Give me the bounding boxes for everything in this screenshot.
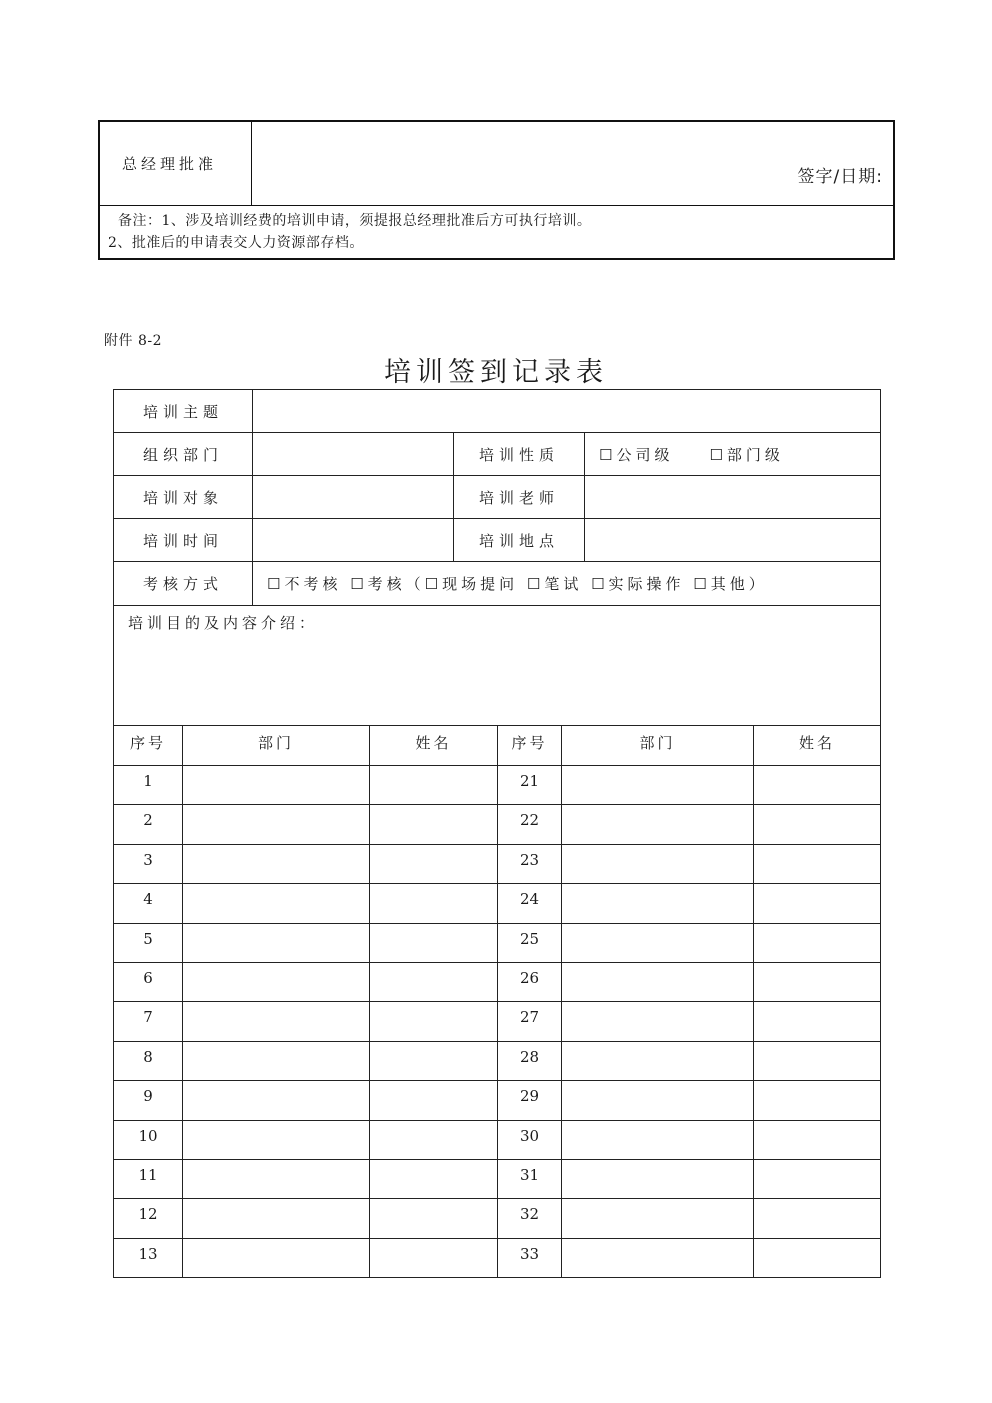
dept-level-checkbox[interactable]: ☐部门级	[709, 445, 784, 464]
name-right-cell[interactable]	[754, 844, 881, 883]
dept-left-cell[interactable]	[183, 884, 370, 923]
table-row	[114, 923, 881, 962]
header-name-left: 姓名	[370, 726, 498, 766]
time-field[interactable]	[253, 519, 454, 562]
attachment-label: 附件 8-2	[104, 333, 162, 349]
dept-left-cell[interactable]	[183, 962, 370, 1001]
seq-right-cell: 26	[498, 962, 562, 1001]
teacher-field[interactable]	[585, 476, 881, 519]
org-dept-label: 组织部门	[114, 433, 253, 476]
name-left-cell[interactable]	[370, 1041, 498, 1080]
name-left-cell[interactable]	[370, 1159, 498, 1198]
dept-right-cell[interactable]	[562, 766, 754, 805]
name-left-cell[interactable]	[370, 1002, 498, 1041]
seq-left-cell: 12	[114, 1199, 183, 1238]
seq-left-cell: 2	[114, 805, 183, 844]
table-row	[114, 1159, 881, 1198]
seq-left-cell: 1	[114, 766, 183, 805]
name-right-cell[interactable]	[754, 1120, 881, 1159]
seq-right-cell: 28	[498, 1041, 562, 1080]
name-left-cell[interactable]	[370, 1081, 498, 1120]
dept-left-cell[interactable]	[183, 1081, 370, 1120]
name-right-cell[interactable]	[754, 766, 881, 805]
dept-right-cell[interactable]	[562, 1238, 754, 1277]
seq-left-cell: 9	[114, 1081, 183, 1120]
seq-right-cell: 33	[498, 1238, 562, 1277]
seq-left-cell: 3	[114, 844, 183, 883]
note-line-2: 2、批准后的申请表交人力资源部存档。	[108, 234, 364, 251]
header-dept-right: 部门	[562, 726, 754, 766]
note-line-1: 备注：1、涉及培训经费的培训申请，须提报总经理批准后方可执行培训。	[118, 212, 592, 229]
seq-left-cell: 6	[114, 962, 183, 1001]
approval-table	[98, 120, 895, 260]
dept-right-cell[interactable]	[562, 923, 754, 962]
signin-header-row	[114, 726, 881, 766]
seq-right-cell: 31	[498, 1159, 562, 1198]
seq-right-cell: 27	[498, 1002, 562, 1041]
name-left-cell[interactable]	[370, 923, 498, 962]
name-left-cell[interactable]	[370, 844, 498, 883]
name-right-cell[interactable]	[754, 1238, 881, 1277]
approval-sign-cell[interactable]	[251, 121, 894, 205]
seq-left-cell: 5	[114, 923, 183, 962]
header-name-right: 姓名	[754, 726, 881, 766]
seq-right-cell: 22	[498, 805, 562, 844]
training-info-table	[113, 389, 881, 726]
name-right-cell[interactable]	[754, 805, 881, 844]
location-field[interactable]	[585, 519, 881, 562]
seq-right-cell: 32	[498, 1199, 562, 1238]
location-label: 培训地点	[454, 519, 585, 562]
name-right-cell[interactable]	[754, 1002, 881, 1041]
seq-right-cell: 29	[498, 1081, 562, 1120]
nature-label: 培训性质	[454, 433, 585, 476]
dept-right-cell[interactable]	[562, 884, 754, 923]
org-dept-field[interactable]	[253, 433, 454, 476]
audience-label: 培训对象	[114, 476, 253, 519]
seq-right-cell: 30	[498, 1120, 562, 1159]
name-right-cell[interactable]	[754, 884, 881, 923]
company-level-checkbox[interactable]: ☐公司级	[599, 445, 674, 464]
dept-left-cell[interactable]	[183, 844, 370, 883]
dept-right-cell[interactable]	[562, 1120, 754, 1159]
topic-field[interactable]	[253, 390, 881, 433]
time-label: 培训时间	[114, 519, 253, 562]
table-row	[114, 805, 881, 844]
dept-right-cell[interactable]	[562, 1041, 754, 1080]
name-right-cell[interactable]	[754, 1159, 881, 1198]
name-right-cell[interactable]	[754, 1081, 881, 1120]
dept-left-cell[interactable]	[183, 766, 370, 805]
dept-left-cell[interactable]	[183, 805, 370, 844]
header-seq-right: 序号	[498, 726, 562, 766]
sign-date-label: 签字/日期:	[797, 166, 883, 187]
table-row	[114, 766, 881, 805]
dept-right-cell[interactable]	[562, 1081, 754, 1120]
name-left-cell[interactable]	[370, 962, 498, 1001]
table-row	[114, 1238, 881, 1277]
assess-label: 考核方式	[114, 562, 253, 606]
seq-left-cell: 8	[114, 1041, 183, 1080]
page-title: 培训签到记录表	[384, 357, 608, 388]
seq-left-cell: 4	[114, 884, 183, 923]
name-right-cell[interactable]	[754, 962, 881, 1001]
nature-options	[585, 433, 881, 476]
dept-left-cell[interactable]	[183, 1041, 370, 1080]
approval-notes	[99, 205, 894, 259]
table-row	[114, 1081, 881, 1120]
name-right-cell[interactable]	[754, 1041, 881, 1080]
purpose-label: 培训目的及内容介绍：	[128, 614, 319, 632]
name-left-cell[interactable]	[370, 805, 498, 844]
seq-left-cell: 7	[114, 1002, 183, 1041]
name-left-cell[interactable]	[370, 1238, 498, 1277]
dept-right-cell[interactable]	[562, 1199, 754, 1238]
seq-right-cell: 21	[498, 766, 562, 805]
name-right-cell[interactable]	[754, 923, 881, 962]
dept-right-cell[interactable]	[562, 962, 754, 1001]
dept-left-cell[interactable]	[183, 923, 370, 962]
audience-field[interactable]	[253, 476, 454, 519]
table-row	[114, 1041, 881, 1080]
dept-left-cell[interactable]	[183, 1002, 370, 1041]
table-row	[114, 1002, 881, 1041]
name-left-cell[interactable]	[370, 766, 498, 805]
name-left-cell[interactable]	[370, 1120, 498, 1159]
approval-label: 总经理批准	[99, 121, 251, 205]
purpose-field[interactable]	[114, 606, 881, 726]
name-right-cell[interactable]	[754, 1199, 881, 1238]
dept-left-cell[interactable]	[183, 1120, 370, 1159]
table-row	[114, 1120, 881, 1159]
dept-right-cell[interactable]	[562, 1002, 754, 1041]
seq-right-cell: 25	[498, 923, 562, 962]
table-row	[114, 844, 881, 883]
name-left-cell[interactable]	[370, 1199, 498, 1238]
table-row	[114, 884, 881, 923]
topic-label: 培训主题	[114, 390, 253, 433]
seq-right-cell: 23	[498, 844, 562, 883]
dept-right-cell[interactable]	[562, 1159, 754, 1198]
seq-left-cell: 13	[114, 1238, 183, 1277]
dept-right-cell[interactable]	[562, 844, 754, 883]
seq-left-cell: 10	[114, 1120, 183, 1159]
signin-table	[113, 725, 881, 1278]
assess-options[interactable]: ☐不考核 ☐考核（☐现场提问 ☐笔试 ☐实际操作 ☐其他）	[253, 562, 881, 606]
dept-left-cell[interactable]	[183, 1238, 370, 1277]
table-row	[114, 962, 881, 1001]
header-dept-left: 部门	[183, 726, 370, 766]
seq-left-cell: 11	[114, 1159, 183, 1198]
seq-right-cell: 24	[498, 884, 562, 923]
table-row	[114, 1199, 881, 1238]
dept-left-cell[interactable]	[183, 1159, 370, 1198]
name-left-cell[interactable]	[370, 884, 498, 923]
dept-right-cell[interactable]	[562, 805, 754, 844]
teacher-label: 培训老师	[454, 476, 585, 519]
dept-left-cell[interactable]	[183, 1199, 370, 1238]
header-seq-left: 序号	[114, 726, 183, 766]
